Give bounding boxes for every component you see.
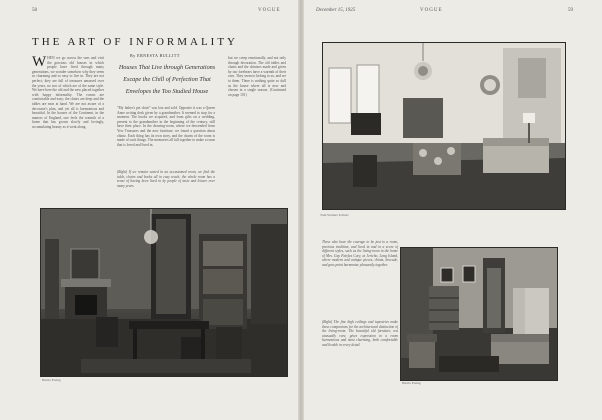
library-room-illustration [41,209,287,376]
drawing-room-illustration [323,43,565,209]
photo-living-room [400,247,558,381]
caption-living-room: These also have the courage to be just to a room, precious tradition, and lived in and in a score of different styles, such as the living-room in the home of Mrs. Guy Fairfax Cary, at Jericho, Long Island, where modern and antique pieces, chintz, brocade, and gros point harmonize pleasantly together. [322,240,398,267]
magazine-name-left: VOGUE [258,8,281,13]
photo-library-room [40,208,288,377]
photo-drawing-room [322,42,566,210]
dropcap: W [32,56,47,70]
photo-credit-top: Tom Walters Tolbert [320,213,349,217]
page-number-right: 59 [568,8,573,13]
magazine-name-right: VOGUE [420,8,443,13]
page-number-left: 58 [32,8,37,13]
living-room-illustration [401,248,557,380]
article-column-2: "My father's pet chair" was lost and sold. Opposite it was a Queen Anne writing desk given by a grandmother. It seemed to stop for a moment. The books we acquired, and from gifts on a wedding, present to the grandmother in the beginning of the century, still have their place. In the drawing-room, where we descended from Yew Treasures and the new furniture, we found a question about chintz. Each thing has its own story, and the charm of the room is made of such things. The memories all fall together to make a room that is loved and lived in. [117,106,215,147]
issue-date: December 15, 1925 [316,8,356,13]
article-deck: Houses That Live through Generations Escape the Chill of Perfection That Envelopes the Too Studied House [118,64,216,95]
article-column-1 [32,56,104,216]
page-gutter [298,0,304,420]
column-2-caption: (Right) If we remain seated in an accustomed room, we find the table, chairs and books all in easy reach; the whole room has a sense of having been lived in by people of taste and leisure over many years. [117,170,215,188]
article-title: THE ART OF INFORMALITY [32,36,239,48]
caption-right: (Right) The fine high ceilings and tapestries make these companions for the architectural distinction of the living-room. The beautiful old furniture, not unusually rare, gives expression to a room harmonious and most charming, both comfortable and livable in every detail. [322,320,398,347]
article-column-3: but we creep emotionally, and not only through decoration. The old tables and chairs and the chintzes made and given by our forebears have a warmth of their own. They seem to belong to us, and we to them. There is nothing quite so dull as the house where all is new and chosen in a single season. (Continued on page 101) [228,56,286,97]
column-1-text: HEN we go across the seas and visit the gracious old houses in which people have lived through many generations, we wonder somehow why they seem so charming and so easy to live in. They are not perfect; they are full of treasures amassed over the years, no two of which are of the same style. We have here the old and the new placed together with happy informality. The rooms are comfortable and easy; the chairs are deep and the tables are near at hand. We are not aware of a decorator's plan, and yet all is harmonious and beautiful. In the houses of the Continent, in the manors of England, one feels the warmth of a home that has grown slowly and lovingly, accumulating beauty as it went along. [32,56,104,129]
photo-credit-bottom: Harris Ewing [402,381,421,385]
photo-credit-left: Harris Ewing [42,378,61,382]
byline: By ERNESTA BULLITT [130,53,180,58]
